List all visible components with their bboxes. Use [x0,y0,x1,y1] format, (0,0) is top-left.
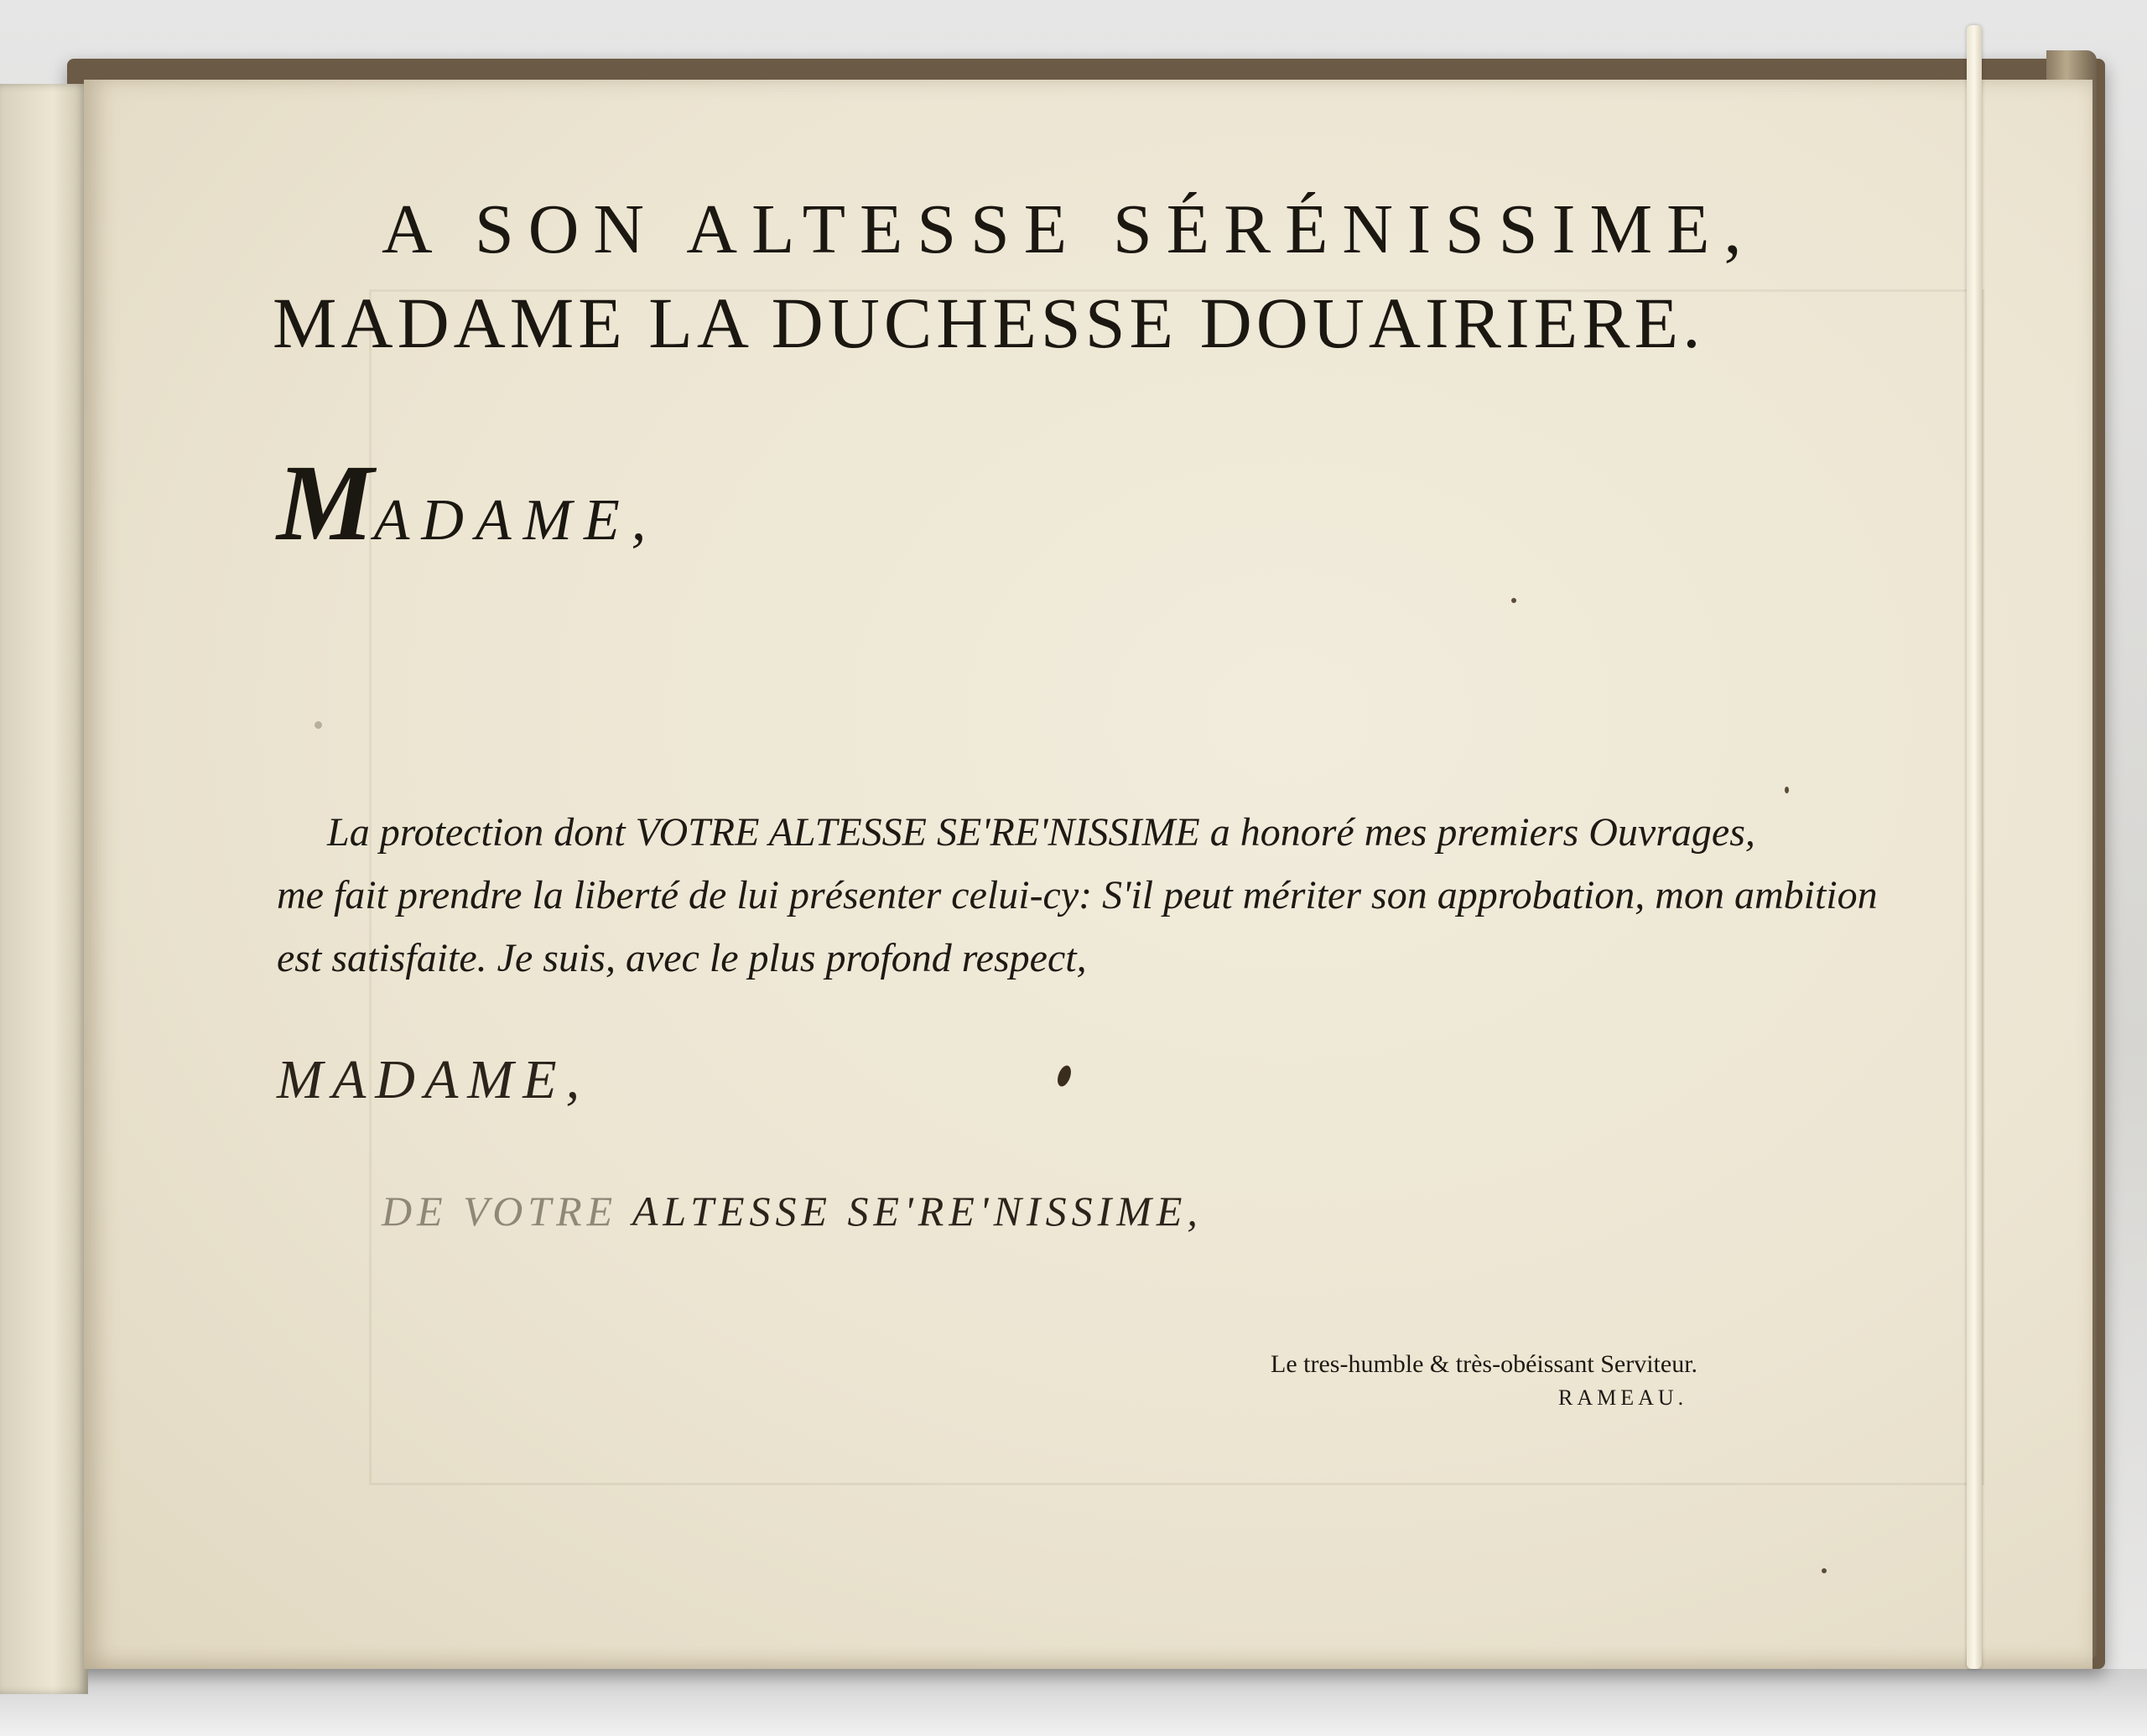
closing-rest: ALTESSE SE'RE'NISSIME, [632,1188,1203,1234]
paper-speck [1511,598,1516,603]
body-line-1: La protection dont VOTRE ALTESSE SE'RE'NISSIME a honoré mes premiers Ouvrages, [327,810,1755,855]
closing-salutation: MADAME, [277,1049,590,1110]
closing-prefix: DE VOTRE [382,1188,618,1234]
body-line-2: me fait prendre la liberté de lui présenter celui-cy: S'il peut mériter son approbation, mon ambition [277,873,1878,917]
salutation-initial: M [277,443,374,564]
signature: RAMEAU. [1558,1385,1688,1410]
paper-speck [1785,787,1789,793]
paper-speck [1822,1568,1827,1573]
closing-address [382,1187,1203,1235]
left-page-edge [0,84,88,1694]
dedication-title-line-1: A SON ALTESSE SÉRÉNISSIME, [382,190,1756,268]
servant-line: Le tres-humble & très-obéissant Serviteur. [1271,1350,1698,1378]
salutation [277,440,658,566]
dedication-title-line-2: MADAME LA DUCHESSE DOUAIRIERE. [273,283,1705,363]
table-surface [0,1669,2147,1736]
elastic-band [1967,25,1982,1669]
body-line-3: est satisfaite. Je suis, avec le plus profond respect, [277,936,1087,980]
paper-speck [315,721,322,729]
salutation-rest: ADAME, [373,488,658,553]
